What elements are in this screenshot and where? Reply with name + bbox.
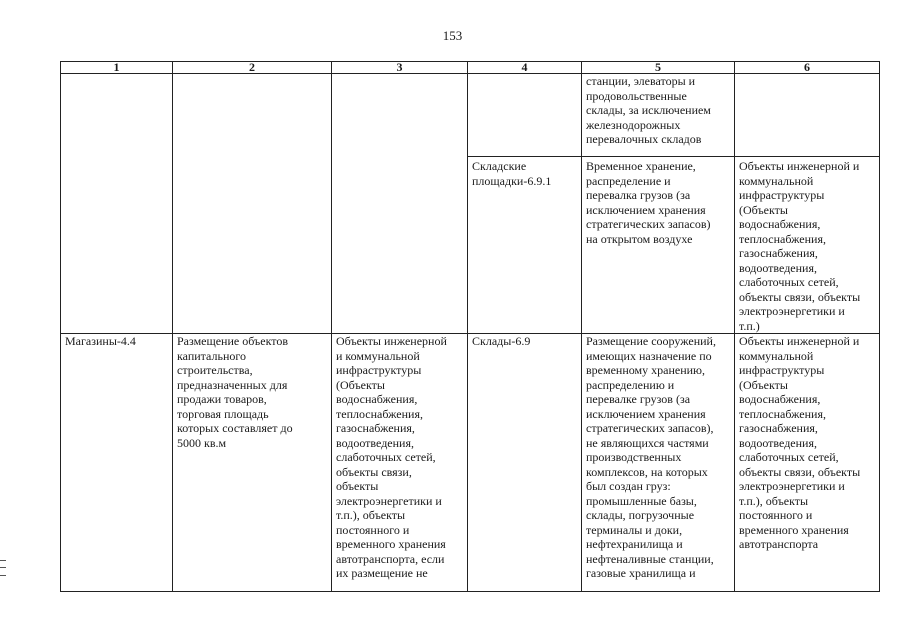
column-header-6: 6 [735, 62, 880, 74]
table-cell: Магазины-4.4 [61, 334, 173, 592]
table-row [61, 334, 880, 592]
table-cell: Размещение сооружений, имеющих назначение по временному хранению, распределению и перевалке грузов (за исключением хранения стратегических запасов), не являющихся частями производственных комплексов, на которых был создан груз: промышленные базы, склады, погрузочные терминалы и доки, нефтехранилища и нефтеналивные станции, газовые хранилища и [582, 334, 735, 592]
table-cell [468, 74, 582, 157]
table-cell: Складские площадки-6.9.1 [468, 157, 582, 334]
table-header-row [61, 62, 880, 74]
column-header-3: 3 [332, 62, 468, 74]
table-cell: Склады-6.9 [468, 334, 582, 592]
table-cell [332, 74, 468, 334]
table-cell: Объекты инженерной и коммунальной инфраструктуры (Объекты водоснабжения, теплоснабжения, газоснабжения, водоотведения, слаботочных сетей, объекты связи, объекты электроэнергетики и т.п.), объекты постоянного и временного хранения автотранспорта [735, 334, 880, 592]
page-number: 153 [442, 28, 463, 43]
table-cell: Временное хранение, распределение и перевалка грузов (за исключением хранения стратегических запасов) на открытом воздухе [582, 157, 735, 334]
column-header-2: 2 [173, 62, 332, 74]
column-header-1: 1 [61, 62, 173, 74]
table-cell: станции, элеваторы и продовольственные склады, за исключением железнодорожных перевалочных складов [582, 74, 735, 157]
table-row [61, 74, 880, 157]
zoning-table [60, 61, 880, 592]
column-header-5: 5 [582, 62, 735, 74]
table-cell [735, 74, 880, 157]
table-cell [173, 74, 332, 334]
table-cell: Размещение объектов капитального строительства, предназначенных для продажи товаров, торговая площадь которых составляет до 5000 кв.м [173, 334, 332, 592]
table-cell [61, 74, 173, 334]
table-cell: Объекты инженерной и коммунальной инфраструктуры (Объекты водоснабжения, теплоснабжения, газоснабжения, водоотведения, слаботочных сетей, объекты связи, объекты электроэнергетики и т.п.) [735, 157, 880, 334]
column-header-4: 4 [468, 62, 582, 74]
table-cell: Объекты инженерной и коммунальной инфраструктуры (Объекты водоснабжения, теплоснабжения, газоснабжения, водоотведения, слаботочных сетей, объекты связи, объекты электроэнергетики и т.п.), объекты постоянного и временного хранения автотранспорта, если их размещение не [332, 334, 468, 592]
scan-margin-mark [0, 560, 6, 576]
